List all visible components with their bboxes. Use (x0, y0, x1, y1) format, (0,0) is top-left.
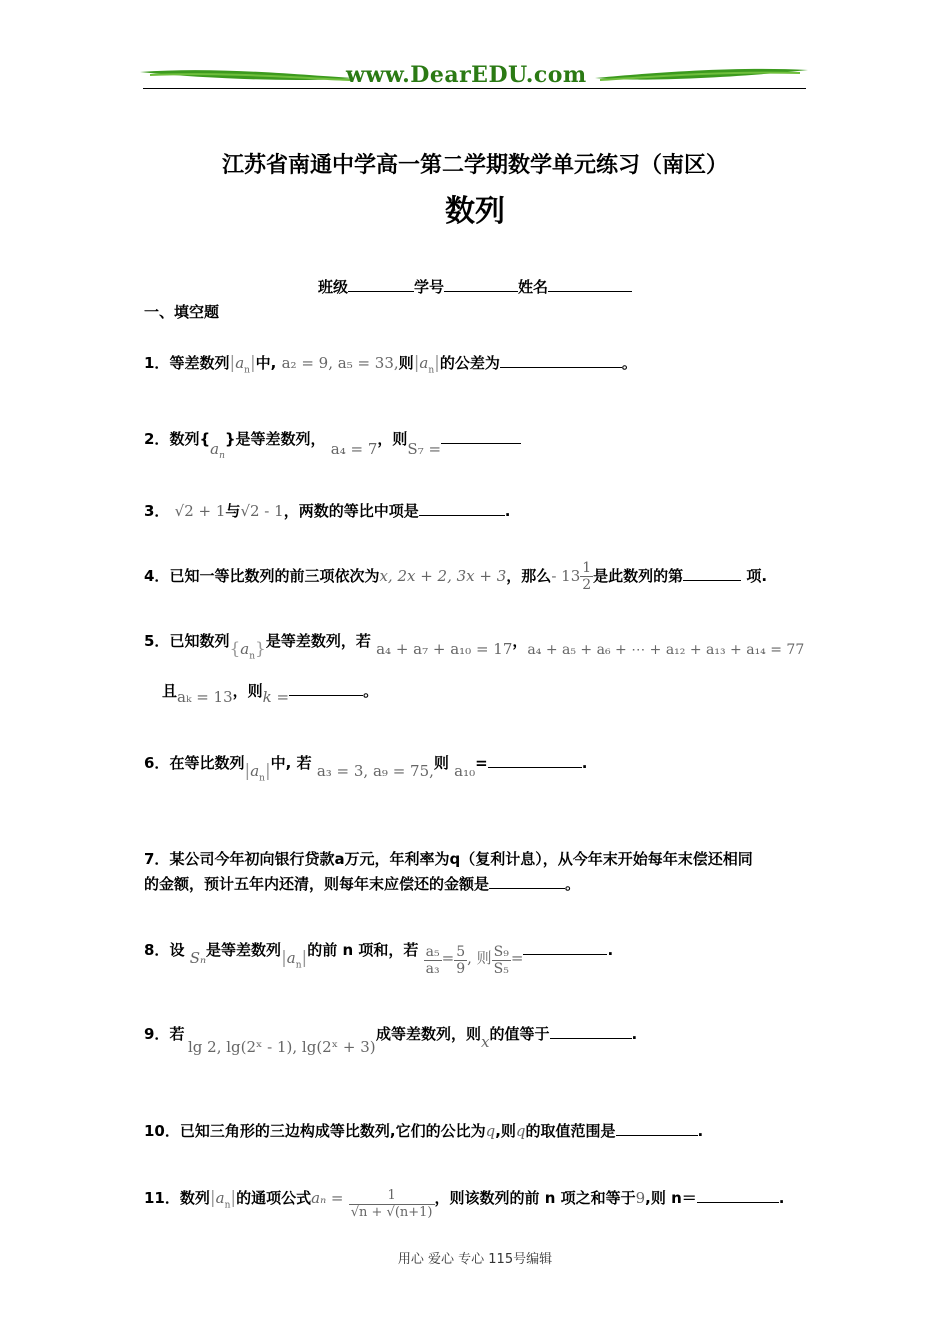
question-text: ,则 n＝ (645, 1189, 697, 1207)
question-text: 。 (565, 875, 581, 893)
question-text: ，两数的等比中项是 (283, 502, 419, 520)
answer-blank[interactable] (697, 1188, 779, 1203)
question-text: 成等差数列，则 (376, 1025, 482, 1043)
math-expression: √2 - 1 (240, 502, 284, 520)
math-expression: , 则 (467, 949, 492, 967)
question-text: 的取值范围是 (525, 1122, 616, 1140)
question-text: 是等差数列，若 (265, 632, 371, 650)
question-3 (144, 500, 510, 522)
fraction: $\frac{5}{9}$ (456, 944, 466, 977)
question-1 (144, 352, 637, 381)
math-expression: q (515, 1122, 526, 1140)
number-label: 学号 (413, 278, 444, 296)
question-text: 中, (255, 354, 277, 372)
math-expression: a₁₀ (454, 762, 476, 780)
question-text: 则 (433, 754, 449, 772)
question-text: 的通项公式 (236, 1189, 312, 1207)
number-blank[interactable] (444, 277, 518, 292)
question-number: 2． (144, 430, 170, 448)
question-text: 的金额，预计五年内还清，则每年末应偿还的金额是 (144, 875, 490, 893)
question-text: 若 (169, 1025, 185, 1043)
math-expression: lg 2, lg(2ˣ - 1), lg(2ˣ + 3) (188, 1038, 376, 1056)
math-expression: = (510, 949, 524, 967)
name-label: 姓名 (518, 278, 549, 296)
question-text: 已知数列 (169, 632, 230, 650)
question-number: 11． (144, 1189, 180, 1207)
header-rule (143, 88, 806, 89)
fraction: $\frac{\text{a₅}}{\text{a₃}}$ (425, 944, 440, 977)
question-text: ，那么 (506, 567, 552, 585)
question-number: 6． (144, 754, 170, 772)
question-text: = (475, 754, 488, 772)
question-text: 已知三角形的三边构成等比数列,它们的公比为 (179, 1122, 486, 1140)
question-number: 9． (144, 1025, 170, 1043)
question-text: 数列{ (169, 430, 211, 448)
question-text: 是等差数列 (206, 941, 282, 959)
page-subtitle: 数列 (445, 194, 505, 229)
math-expression: - 13 (551, 567, 581, 585)
question-text: . (607, 941, 614, 959)
page-title: 江苏省南通中学高一第二学期数学单元练习（南区） (221, 153, 728, 178)
question-text: ， (512, 632, 528, 650)
math-expression: x (481, 1033, 490, 1051)
sequence-symbol: $|a_n|$ (413, 353, 440, 376)
page-footer: 用心 爱心 专心 115号编辑 (397, 1252, 553, 1267)
question-text: ，则 (377, 430, 408, 448)
name-blank[interactable] (548, 277, 632, 292)
math-expression: Sₙ (189, 949, 207, 967)
question-text: 中, 若 (270, 754, 312, 772)
math-expression: S₇ = (407, 440, 442, 458)
question-text: 等差数列 (169, 354, 230, 372)
question-text: 设 (169, 941, 185, 959)
question-text: . (778, 1189, 785, 1207)
question-text: 。 (363, 682, 379, 700)
question-text: 在等比数列 (169, 754, 245, 772)
question-9 (144, 1023, 184, 1045)
question-number: 4． (144, 567, 170, 585)
question-text: 是此数列的第 (593, 567, 684, 585)
question-4 (144, 560, 767, 593)
answer-blank[interactable] (419, 501, 505, 516)
math-condition: aₖ = 13 (177, 688, 233, 706)
question-text: }是等差数列， (224, 430, 326, 448)
question-text: 的值等于 (489, 1025, 550, 1043)
answer-blank[interactable] (489, 874, 565, 889)
math-condition: a₄ + a₅ + a₆ + ⋯ + a₁₂ + a₁₃ + a₁₄ = 77 (527, 642, 805, 658)
question-9-tail (376, 1023, 638, 1051)
question-text: ，则该数列的前 n 项之和等于 (434, 1189, 636, 1207)
question-text: 数列 (179, 1189, 210, 1207)
sequence-symbol: $a_n$ (210, 440, 225, 461)
question-10 (144, 1120, 703, 1142)
math-expression: x, 2x + 2, 3x + 3 (379, 567, 507, 585)
question-text: 的前 n 项和，若 (307, 941, 419, 959)
question-7 (144, 848, 753, 870)
question-6 (144, 752, 588, 784)
question-text: 项. (746, 567, 768, 585)
answer-blank[interactable] (616, 1121, 698, 1136)
class-label: 班级 (317, 278, 348, 296)
question-text: ,则 (495, 1122, 516, 1140)
question-text: ，则 (232, 682, 263, 700)
question-number: 8． (144, 941, 170, 959)
class-blank[interactable] (348, 277, 414, 292)
question-2 (144, 428, 521, 461)
answer-blank[interactable] (500, 353, 622, 368)
math-condition: a₂ = 9, a₅ = 33, (281, 354, 399, 372)
answer-blank[interactable] (683, 566, 741, 581)
question-text: 已知一等比数列的前三项依次为 (169, 567, 380, 585)
math-expression: = (441, 949, 455, 967)
sequence-symbol: $\{a_n\}$ (229, 639, 266, 662)
math-expression: aₙ = (311, 1189, 344, 1207)
math-expression: q (485, 1122, 496, 1140)
question-text: 与 (225, 502, 241, 520)
answer-blank[interactable] (523, 940, 607, 955)
question-text: 且 (162, 682, 178, 700)
question-5 (144, 630, 805, 662)
question-text: 。 (621, 354, 637, 372)
fraction: $\frac{1}{√n + √(n+1)}$ (350, 1188, 433, 1220)
question-number: 10． (144, 1122, 180, 1140)
question-11 (144, 1182, 785, 1220)
question-text: . (504, 502, 511, 520)
question-number: 7． (144, 850, 170, 868)
question-5-line-2 (162, 680, 379, 706)
fraction: $\frac{1}{2}$ (582, 560, 592, 593)
question-number: 1． (144, 354, 170, 372)
question-text: 某公司今年初向银行贷款a万元，年利率为q（复利计息），从今年末开始每年末偿还相同 (169, 850, 753, 868)
question-text: . (697, 1122, 704, 1140)
math-expression: √2 + 1 (174, 502, 226, 520)
answer-blank[interactable] (550, 1024, 632, 1039)
answer-blank[interactable] (289, 681, 363, 696)
student-info-line (0, 276, 950, 297)
section-heading: 一、填空题 (144, 303, 220, 321)
question-8 (144, 934, 614, 977)
question-text: 则 (398, 354, 414, 372)
math-expression: k = (262, 688, 290, 706)
answer-blank[interactable] (488, 753, 582, 768)
math-expression: 9 (635, 1189, 646, 1207)
logo-text: www.DearEDU.com (346, 62, 587, 88)
question-number: 5． (144, 632, 170, 650)
question-text: . (581, 754, 588, 772)
question-text: . (631, 1025, 638, 1043)
math-condition: a₄ + a₇ + a₁₀ = 17 (376, 640, 513, 658)
sequence-symbol: $|a_n|$ (281, 948, 308, 971)
fraction: $\frac{\text{S₉}}{\text{S₅}}$ (493, 944, 509, 977)
question-9-expression (188, 1036, 376, 1058)
math-condition: a₃ = 3, a₉ = 75, (316, 762, 434, 780)
question-number: 3． (144, 502, 170, 520)
sequence-symbol: $|a_n|$ (229, 353, 256, 376)
math-condition: a₄ = 7 (330, 440, 378, 458)
sequence-symbol: $|a_n|$ (244, 761, 271, 784)
answer-blank[interactable] (441, 429, 521, 444)
question-7-line-2 (144, 873, 580, 895)
question-text: 的公差为 (439, 354, 500, 372)
sequence-symbol: $|a_n|$ (209, 1188, 237, 1211)
